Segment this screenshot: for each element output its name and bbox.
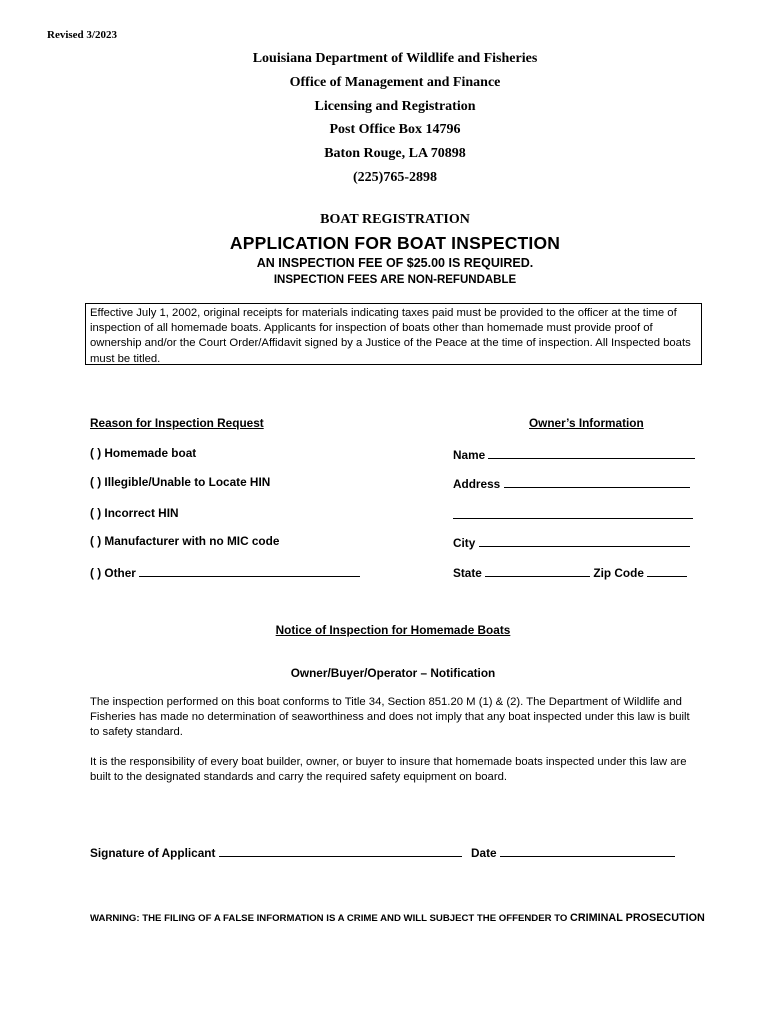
fee-required: AN INSPECTION FEE OF $25.00 IS REQUIRED. — [256, 256, 534, 270]
warning-notice — [90, 912, 705, 924]
notice-paragraph-1: The inspection performed on this boat conforms to Title 34, Section 851.20 M (1) & (2). The Department of Wildlife and Fisheries has made no determination of seaworthiness and does not imply that any boat inspected under this law is built to safety standard. — [90, 696, 690, 739]
name-row — [453, 446, 695, 462]
notification-heading: Owner/Buyer/Operator – Notification — [290, 666, 496, 680]
reason-option-no-mic[interactable]: ( ) Manufacturer with no MIC code — [90, 534, 280, 548]
reason-option-homemade[interactable]: ( ) Homemade boat — [90, 446, 197, 460]
agency-name: Louisiana Department of Wildlife and Fisheries — [252, 51, 538, 66]
other-reason-field[interactable] — [139, 564, 360, 577]
date-row — [471, 844, 675, 860]
date-field[interactable] — [500, 844, 675, 857]
zip-label: Zip Code — [593, 566, 644, 580]
reason-heading: Reason for Inspection Request — [90, 416, 264, 430]
notice-paragraph-2: It is the responsibility of every boat builder, owner, or buyer to insure that homemade boats inspected under this law are built to the designated standards and carry the required safety equipment on board. — [90, 756, 687, 784]
city-state-zip: Baton Rouge, LA 70898 — [324, 146, 466, 162]
reason-option-incorrect-hin[interactable]: ( ) Incorrect HIN — [90, 506, 179, 520]
reason-option-other — [90, 564, 360, 580]
division-name: Licensing and Registration — [314, 98, 476, 114]
date-label: Date — [471, 846, 497, 860]
city-label: City — [453, 536, 476, 550]
signature-row — [90, 844, 462, 860]
revised-date: Revised 3/2023 — [47, 29, 117, 41]
state-zip-row — [453, 564, 687, 580]
name-label: Name — [453, 448, 486, 462]
office-name: Office of Management and Finance — [289, 74, 501, 90]
zip-field[interactable] — [647, 564, 687, 577]
address-row — [453, 475, 690, 491]
address-line2-field[interactable] — [453, 506, 693, 519]
state-field[interactable] — [485, 564, 590, 577]
signature-field[interactable] — [219, 844, 462, 857]
address-line2-row — [453, 506, 693, 522]
signature-label: Signature of Applicant — [90, 846, 216, 860]
reason-option-other-label[interactable]: ( ) Other — [90, 566, 136, 580]
section-label: BOAT REGISTRATION — [320, 212, 470, 227]
homemade-notice-heading: Notice of Inspection for Homemade Boats — [275, 623, 511, 637]
state-label: State — [453, 566, 482, 580]
agency-header — [0, 47, 770, 190]
address-label: Address — [453, 477, 501, 491]
address-field[interactable] — [504, 475, 690, 488]
fee-nonrefundable: INSPECTION FEES ARE NON-REFUNDABLE — [273, 274, 517, 286]
form-title: APPLICATION FOR BOAT INSPECTION — [229, 233, 561, 253]
name-field[interactable] — [488, 446, 695, 459]
warning-emphasis: CRIMINAL PROSECUTION — [570, 912, 705, 924]
po-box: Post Office Box 14796 — [329, 122, 461, 138]
phone-number: (225)765-2898 — [353, 169, 437, 185]
warning-text: WARNING: THE FILING OF A FALSE INFORMATION IS A CRIME AND WILL SUBJECT THE OFFENDER TO — [90, 913, 568, 924]
reason-option-illegible-hin[interactable]: ( ) Illegible/Unable to Locate HIN — [90, 475, 271, 489]
city-row — [453, 534, 690, 550]
owner-heading: Owner’s Information — [529, 416, 644, 430]
notice-box: Effective July 1, 2002, original receipts for materials indicating taxes paid must be provided to the officer at the time of inspection of all homemade boats. Applicants for inspection of boats other than homemade must provide proof of ownership and/or the Court Order/Affidavit signed by a Justice of the Peace at the time of inspection. All Inspected boats must be titled. — [85, 303, 702, 365]
city-field[interactable] — [479, 534, 690, 547]
